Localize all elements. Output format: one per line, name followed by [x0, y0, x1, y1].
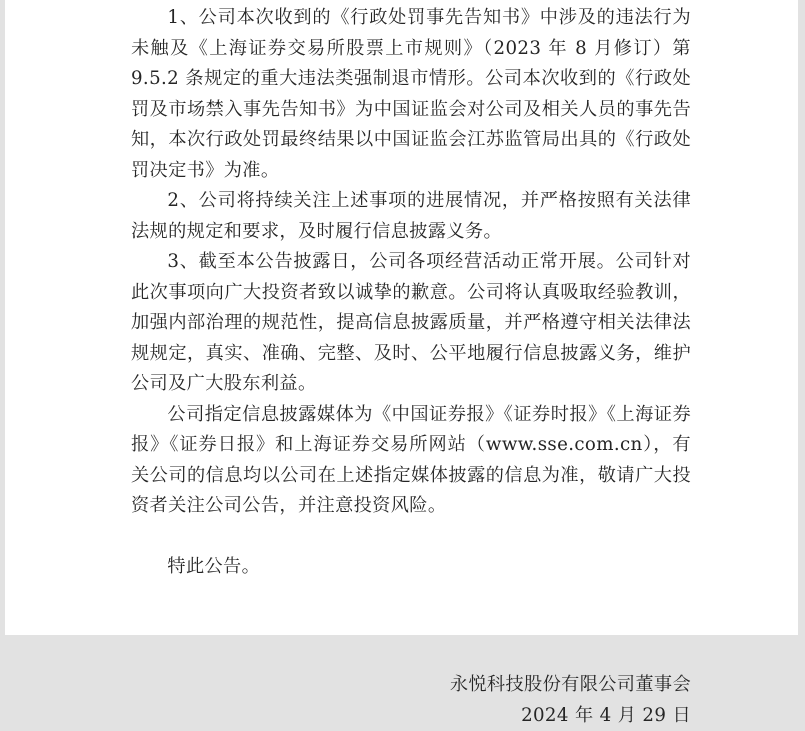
document-content: [131, 0, 691, 731]
signature-company-name: 永悦科技股份有限公司董事会: [131, 670, 691, 701]
signature-spacer: [131, 582, 691, 670]
signature-block: [131, 670, 691, 731]
signature-date: 2024 年 4 月 29 日: [131, 701, 691, 731]
document-page: [5, 0, 798, 635]
paragraph-item-1: 1、公司本次收到的《行政处罚事先告知书》中涉及的违法行为未触及《上海证券交易所股票上市规则》（2023 年 8 月修订）第 9.5.2 条规定的重大违法类强制退市情形。公司本次收到的《行政处罚及市场禁入事先告知书》为中国证监会对公司及相关人员的事先告知，本次行政处罚最终结果以中国证监会江苏监管局出具的《行政处罚决定书》为准。: [131, 3, 691, 186]
closing-statement: 特此公告。: [131, 552, 691, 583]
paragraph-item-2: 2、公司将持续关注上述事项的进展情况，并严格按照有关法律法规的规定和要求，及时履行信息披露义务。: [131, 186, 691, 247]
paragraph-spacer: [131, 522, 691, 552]
paragraph-media-designation: 公司指定信息披露媒体为《中国证券报》《证券时报》《上海证券报》《证券日报》和上海证券交易所网站（www.sse.com.cn），有关公司的信息均以公司在上述指定媒体披露的信息为准，敬请广大投资者关注公司公告，并注意投资风险。: [131, 400, 691, 522]
paragraph-item-3: 3、截至本公告披露日，公司各项经营活动正常开展。公司针对此次事项向广大投资者致以诚挚的歉意。公司将认真吸取经验教训，加强内部治理的规范性，提高信息披露质量，并严格遵守相关法律法规规定，真实、准确、完整、及时、公平地履行信息披露义务，维护公司及广大股东利益。: [131, 247, 691, 400]
